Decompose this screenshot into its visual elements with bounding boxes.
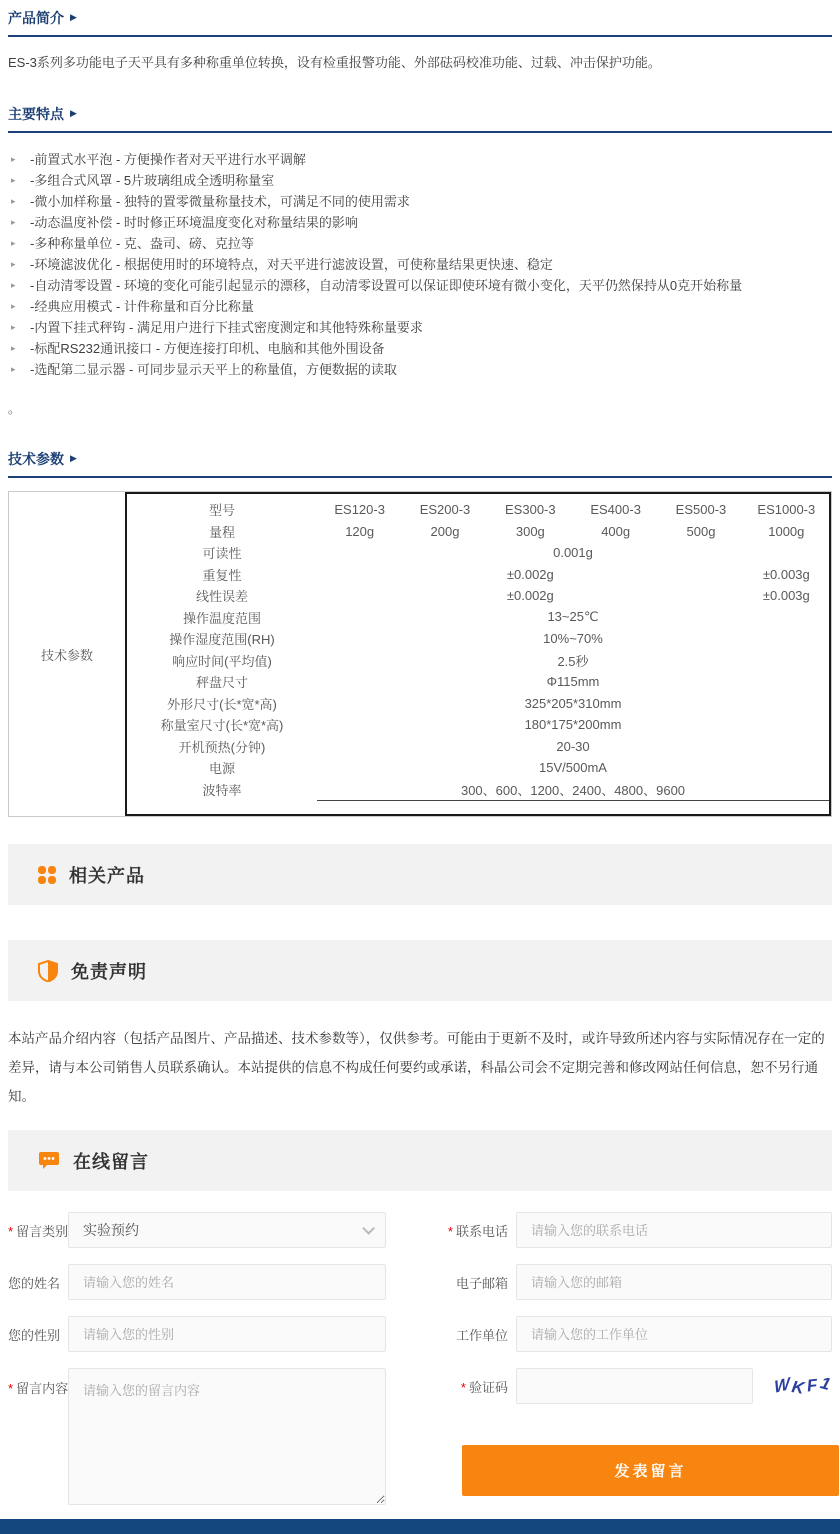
- spec-cell: 13~25℃: [547, 609, 599, 625]
- spec-cell: 325*205*310mm: [524, 695, 622, 711]
- spec-cell: 200g: [430, 523, 460, 539]
- spec-row: [127, 607, 829, 629]
- captcha-and-submit: [386, 1368, 832, 1496]
- spec-table-border: [125, 492, 831, 816]
- spec-row: [127, 628, 829, 650]
- required-asterisk: *: [8, 1223, 14, 1239]
- feature-text: -微小加样称量 - 独特的置零微量称量技术，可满足不同的使用需求: [30, 194, 410, 209]
- feature-list-item: [8, 170, 832, 191]
- bullet-icon: ▸: [11, 217, 16, 227]
- label-email: 电子邮箱: [455, 1275, 508, 1291]
- bullet-icon: ▸: [11, 280, 16, 290]
- section-heading-intro: [8, 8, 832, 28]
- feature-list-item: [8, 254, 832, 275]
- spec-cell: 15V/500mA: [539, 760, 607, 776]
- feature-text: -内置下挂式秤钩 - 满足用户进行下挂式密度测定和其他特殊称量要求: [30, 320, 423, 335]
- banner-related-products: [8, 844, 832, 905]
- spec-cell: 300、600、1200、2400、4800、9600: [317, 779, 829, 801]
- feature-text: -自动清零设置 - 环境的变化可能引起显示的漂移，自动清零设置可以保证即使环境有微小变化，天平仍然保持从0克开始称量: [30, 278, 743, 293]
- category-selected-value: 实验预约: [83, 1222, 139, 1238]
- spec-cell: 0.001g: [553, 545, 593, 561]
- gender-input[interactable]: [68, 1316, 386, 1352]
- four-dots-icon: [38, 866, 56, 884]
- captcha-char: F: [806, 1375, 819, 1396]
- banner-title-message: 在线留言: [73, 1151, 149, 1172]
- spec-cell: 180*175*200mm: [524, 717, 622, 733]
- captcha-char: 1: [817, 1373, 833, 1395]
- captcha-char: K: [790, 1377, 806, 1398]
- feature-list-item: [8, 338, 832, 359]
- company-input[interactable]: [516, 1316, 832, 1352]
- spec-row: [127, 671, 829, 693]
- spec-cell: 120g: [345, 523, 375, 539]
- feature-text: -选配第二显示器 - 可同步显示天平上的称量值，方便数据的读取: [30, 362, 397, 377]
- feature-text: -标配RS232通讯接口 - 方便连接打印机、电脑和其他外围设备: [30, 341, 385, 356]
- spec-row: [127, 736, 829, 758]
- captcha-input[interactable]: [516, 1368, 753, 1404]
- spec-cell: ES1000-3: [757, 502, 816, 518]
- spec-row: [127, 542, 829, 564]
- label-gender: 您的性别: [8, 1327, 61, 1343]
- spec-row: [127, 650, 829, 672]
- message-textarea[interactable]: [68, 1368, 386, 1505]
- feature-text: -多种称量单位 - 克、盎司、磅、克拉等: [30, 236, 254, 251]
- spec-table-body: [127, 499, 829, 800]
- section-title-features: 主要特点: [8, 106, 64, 122]
- spec-row: [127, 564, 829, 586]
- feature-list-item: [8, 275, 832, 296]
- spec-cell: 1000g: [768, 523, 805, 539]
- label-phone: * 联系电话: [447, 1223, 508, 1239]
- bullet-icon: ▸: [11, 154, 16, 164]
- spec-cell: ES500-3: [675, 502, 727, 518]
- bullet-icon: ▸: [11, 259, 16, 269]
- chat-bubble-icon: [38, 1151, 60, 1171]
- feature-text: -环境滤波优化 - 根据使用时的环境特点，对天平进行滤波设置，可使称量结果更快速、稳定: [30, 257, 553, 272]
- required-asterisk: *: [447, 1223, 453, 1239]
- spec-cell: Φ115mm: [546, 674, 600, 690]
- spec-cell: ±0.003g: [762, 588, 810, 604]
- spec-cell: 线性误差: [195, 589, 248, 605]
- banner-title-disclaimer: 免责声明: [71, 961, 147, 982]
- divider: [8, 35, 832, 37]
- spec-cell: 秤盘尺寸: [195, 675, 248, 691]
- spec-cell: 300g: [515, 523, 545, 539]
- divider: [8, 131, 832, 133]
- disclaimer-text: 本站产品介绍内容（包括产品图片、产品描述、技术参数等），仅供参考。可能由于更新不及时，或许导致所述内容与实际情况存在一定的差异，请与本公司销售人员联系确认。本站提供的信息不构成任何要约或承诺，科晶公司会不定期完善和修改网站任何信息，恕不另行通知。: [8, 1031, 825, 1104]
- spec-row: [127, 693, 829, 715]
- spec-cell: 400g: [601, 523, 631, 539]
- feature-list-item: [8, 296, 832, 317]
- feature-list-item: [8, 233, 832, 254]
- email-input[interactable]: [516, 1264, 832, 1300]
- bullet-icon: ▸: [11, 238, 16, 248]
- bullet-icon: ▸: [11, 196, 16, 206]
- label-category: * 留言类别: [8, 1223, 69, 1239]
- divider: [8, 476, 832, 478]
- bullet-icon: ▸: [11, 301, 16, 311]
- spec-cell: 称量室尺寸(长*宽*高): [160, 718, 284, 734]
- spec-row: [127, 499, 829, 521]
- spec-cell: 外形尺寸(长*宽*高): [167, 696, 277, 712]
- spec-row: [127, 779, 829, 801]
- banner-disclaimer: [8, 940, 832, 1001]
- spec-table: [127, 499, 829, 801]
- spec-cell: 波特率: [202, 782, 242, 798]
- spec-row: [127, 585, 829, 607]
- spec-cell: ±0.002g: [506, 566, 554, 582]
- spec-cell: ES300-3: [505, 502, 556, 518]
- bullet-icon: ▸: [11, 364, 16, 374]
- triangle-right-icon: ▶: [70, 452, 77, 463]
- spec-cell: ES400-3: [590, 502, 641, 518]
- spec-table-container: [8, 491, 832, 817]
- section-title-specs: 技术参数: [8, 451, 64, 467]
- feature-text: -经典应用模式 - 计件称量和百分比称量: [30, 299, 254, 314]
- submit-button[interactable]: 发表留言: [462, 1445, 839, 1496]
- triangle-right-icon: ▶: [70, 11, 77, 22]
- label-message: * 留言内容: [8, 1381, 69, 1396]
- bullet-icon: ▸: [11, 322, 16, 332]
- name-input[interactable]: [68, 1264, 386, 1300]
- spec-cell: 重复性: [202, 567, 242, 583]
- spec-row: [127, 757, 829, 779]
- shield-icon: [38, 960, 58, 982]
- section-heading-specs: [8, 449, 832, 469]
- section-heading-features: [8, 104, 832, 124]
- feature-text: -多组合式风罩 - 5片玻璃组成全透明称量室: [30, 173, 275, 188]
- spec-side-label: 技术参数: [40, 647, 93, 663]
- spec-row: [127, 521, 829, 543]
- chevron-down-icon: [362, 1222, 375, 1235]
- spec-cell: 开机预热(分钟): [178, 739, 266, 755]
- spec-cell: 操作湿度范围(RH): [169, 632, 275, 648]
- section-title-intro: 产品简介: [8, 10, 64, 26]
- label-captcha: * 验证码: [460, 1379, 508, 1395]
- spec-cell: ES120-3: [334, 502, 385, 518]
- spec-cell: 2.5秒: [557, 653, 589, 669]
- trailing-period: 。: [8, 402, 21, 416]
- spec-cell: 响应时间(平均值): [172, 653, 272, 669]
- phone-input[interactable]: [516, 1212, 832, 1248]
- required-asterisk: *: [8, 1381, 14, 1396]
- spec-row: [127, 714, 829, 736]
- banner-online-message: [8, 1130, 832, 1191]
- spec-cell: ±0.003g: [762, 566, 810, 582]
- captcha-row: [386, 1368, 832, 1404]
- message-form: [8, 1212, 832, 1505]
- spec-cell: 量程: [208, 524, 235, 540]
- label-name: 您的姓名: [8, 1275, 61, 1291]
- spec-cell: 10%~70%: [543, 631, 603, 647]
- submit-wrap: [462, 1445, 839, 1496]
- spec-cell: ES200-3: [419, 502, 471, 518]
- feature-list-item: [8, 191, 832, 212]
- feature-list-item: [8, 359, 832, 380]
- spec-cell: 20-30: [556, 738, 590, 754]
- feature-list-item: [8, 149, 832, 170]
- footer-bar: [0, 1519, 840, 1534]
- page-content: [8, 0, 832, 1505]
- bullet-icon: ▸: [11, 343, 16, 353]
- feature-text: -动态温度补偿 - 时时修正环境温度变化对称量结果的影响: [30, 215, 358, 230]
- spec-cell: 型号: [208, 503, 235, 519]
- spec-cell: 500g: [686, 523, 716, 539]
- intro-paragraph: ES-3系列多功能电子天平具有多种称重单位转换，设有检重报警功能、外部砝码校准功能、过载、冲击保护功能。: [8, 55, 661, 70]
- captcha-image[interactable]: [774, 1371, 832, 1401]
- captcha-char: W: [773, 1373, 791, 1398]
- feature-list-item: [8, 212, 832, 233]
- bullet-icon: ▸: [11, 175, 16, 185]
- required-asterisk: *: [460, 1379, 466, 1395]
- spec-cell: 操作温度范围: [182, 610, 261, 626]
- category-select[interactable]: [68, 1212, 386, 1248]
- feature-list-item: [8, 317, 832, 338]
- feature-text: -前置式水平泡 - 方便操作者对天平进行水平调解: [30, 152, 306, 167]
- feature-list: [8, 149, 832, 380]
- spec-cell: 电源: [208, 761, 235, 777]
- label-company: 工作单位: [455, 1327, 508, 1343]
- banner-title-related: 相关产品: [69, 865, 145, 886]
- spec-cell: ±0.002g: [506, 588, 554, 604]
- triangle-right-icon: ▶: [70, 107, 77, 118]
- spec-cell: 可读性: [202, 546, 242, 562]
